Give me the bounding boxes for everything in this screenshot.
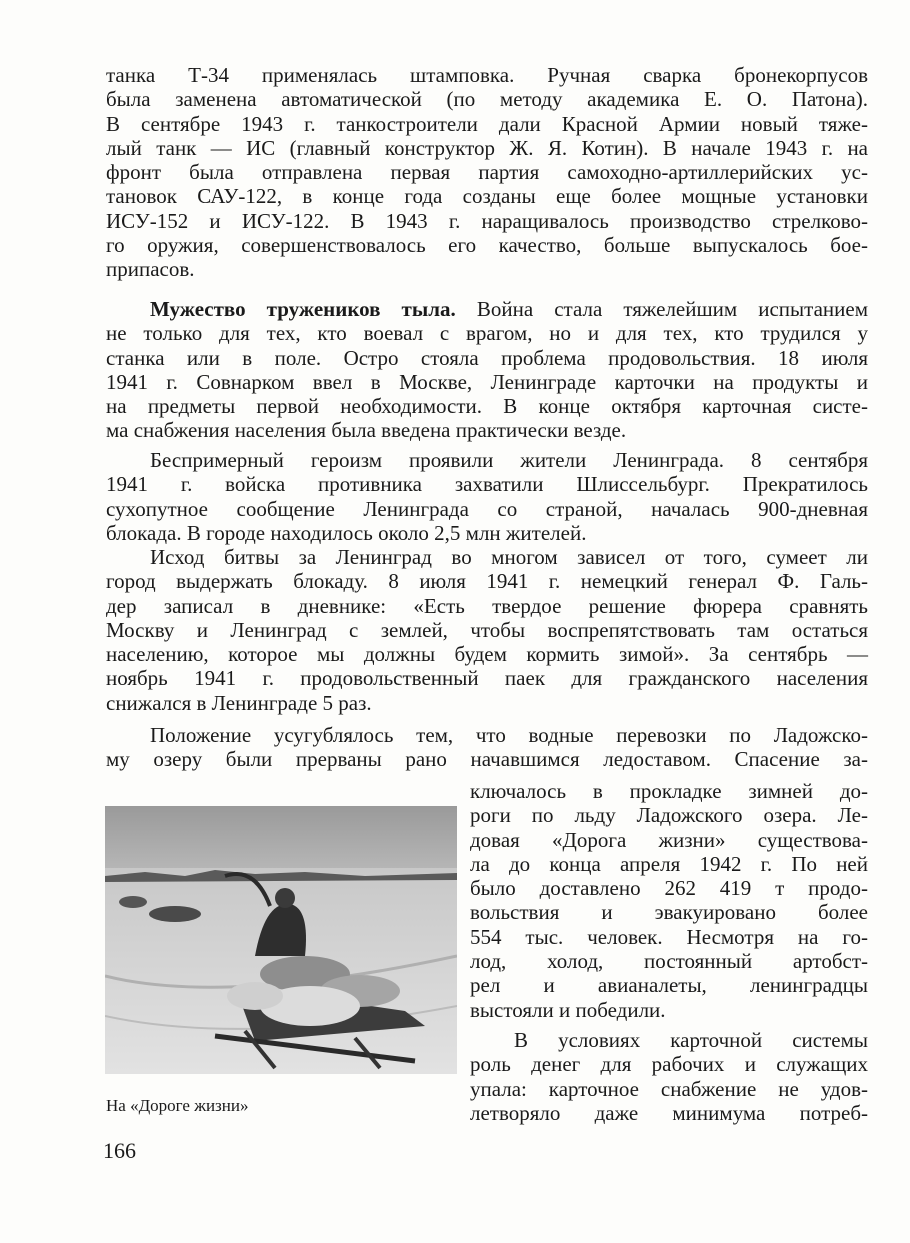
text-line: В сентябре 1943 г. танкостроители дали Красной Армии новый тяже- bbox=[106, 111, 868, 136]
text-line: В условиях карточной системы bbox=[514, 1028, 868, 1052]
text-line: рел и авианалеты, ленинградцы bbox=[470, 973, 868, 998]
section-heading: Мужество тружеников тыла. bbox=[150, 297, 456, 321]
text-line: ИСУ-152 и ИСУ-122. В 1943 г. наращивалось производство стрелково- bbox=[106, 208, 868, 233]
text-line: снижался в Ленинграде 5 раз. bbox=[106, 690, 372, 715]
text-line: сухопутное сообщение Ленинграда со страной, началась 900-дневная bbox=[106, 496, 868, 521]
text-line: тановок САУ-122, в конце года созданы еще более мощные установки bbox=[106, 184, 868, 209]
page-number: 166 bbox=[103, 1138, 136, 1163]
text-line: 554 тыс. человек. Несмотря на го- bbox=[470, 924, 868, 949]
text-line: выстояли и победили. bbox=[470, 997, 666, 1022]
photo-caption: На «Дороге жизни» bbox=[106, 1096, 249, 1115]
paragraph-6 bbox=[470, 1028, 868, 1125]
text-line: лод, холод, постоянный артобст- bbox=[470, 949, 868, 974]
text-line: станка или в поле. Остро стояла проблема продовольствия. 18 июля bbox=[106, 345, 868, 370]
text-line: ключалось в прокладке зимней до- bbox=[470, 779, 868, 803]
text-line: город выдержать блокаду. 8 июля 1941 г. немецкий генерал Ф. Галь- bbox=[106, 569, 868, 594]
text-line: упала: карточное снабжение не удов- bbox=[470, 1076, 868, 1101]
text-line: лый танк — ИС (главный конструктор Ж. Я. Котин). В начале 1943 г. на bbox=[106, 135, 868, 160]
text-line: припасов. bbox=[106, 257, 195, 282]
paragraph-4 bbox=[106, 545, 868, 715]
text-line: населению, которое мы должны будем кормить зимой». За сентябрь — bbox=[106, 642, 868, 667]
text-line: ноябрь 1941 г. продовольственный паек для гражданского населения bbox=[106, 666, 868, 691]
text-line: ла до конца апреля 1942 г. По ней bbox=[470, 851, 868, 876]
text-line: довая «Дорога жизни» существова- bbox=[470, 827, 868, 852]
text-line: го оружия, совершенствовалось его качество, больше выпускалось бое- bbox=[106, 233, 868, 258]
text-line: Москву и Ленинград с землей, чтобы воспрепятствовать там остаться bbox=[106, 617, 868, 642]
text-line: не только для тех, кто воевал с врагом, но и для тех, кто трудился у bbox=[106, 321, 868, 346]
text-line: на предметы первой необходимости. В конце октября карточная систе- bbox=[106, 394, 868, 419]
text-line: вольствия и эвакуировано более bbox=[470, 900, 868, 925]
text-line: 1941 г. войска противника захватили Шлиссельбург. Прекратилось bbox=[106, 472, 868, 497]
text-fragment: Война стала тяжелейшим испытанием bbox=[455, 297, 868, 321]
text-line: ма снабжения населения была введена практически везде. bbox=[106, 418, 627, 443]
text-line: роль денег для рабочих и служащих bbox=[470, 1052, 868, 1077]
paragraph-3 bbox=[106, 448, 868, 545]
text-line: Положение усугублялось тем, что водные перевозки по Ладожско- bbox=[150, 723, 868, 747]
text-line: танка Т-34 применялась штамповка. Ручная сварка бронекорпусов bbox=[106, 63, 868, 87]
paragraph-5-continued bbox=[470, 779, 868, 1022]
paragraph-5 bbox=[106, 723, 868, 772]
paragraph-1 bbox=[106, 63, 868, 282]
text-line: 1941 г. Совнарком ввел в Москве, Ленинграде карточки на продукты и bbox=[106, 369, 868, 394]
text-line: Беспримерный героизм проявили жители Ленинграда. 8 сентября bbox=[150, 448, 868, 472]
text-line: было доставлено 262 419 т продо- bbox=[470, 876, 868, 901]
text-line: му озеру были прерваны рано начавшимся ледоставом. Спасение за- bbox=[106, 747, 868, 772]
text-line: Исход битвы за Ленинград во многом зависел от того, сумеет ли bbox=[150, 545, 868, 569]
photo-sled-on-ice-icon bbox=[105, 806, 457, 1074]
text-line: была заменена автоматической (по методу академика Е. О. Патона). bbox=[106, 87, 868, 112]
text-line bbox=[106, 297, 868, 321]
text-line: блокада. В городе находилось около 2,5 млн жителей. bbox=[106, 520, 587, 545]
text-line: дер записал в дневнике: «Есть твердое решение фюрера сравнять bbox=[106, 593, 868, 618]
paragraph-2 bbox=[106, 297, 868, 443]
text-line: роги по льду Ладожского озера. Ле- bbox=[470, 803, 868, 828]
text-line: фронт была отправлена первая партия самоходно-артиллерийских ус- bbox=[106, 160, 868, 185]
text-line: летворяло даже минимума потреб- bbox=[470, 1100, 868, 1125]
